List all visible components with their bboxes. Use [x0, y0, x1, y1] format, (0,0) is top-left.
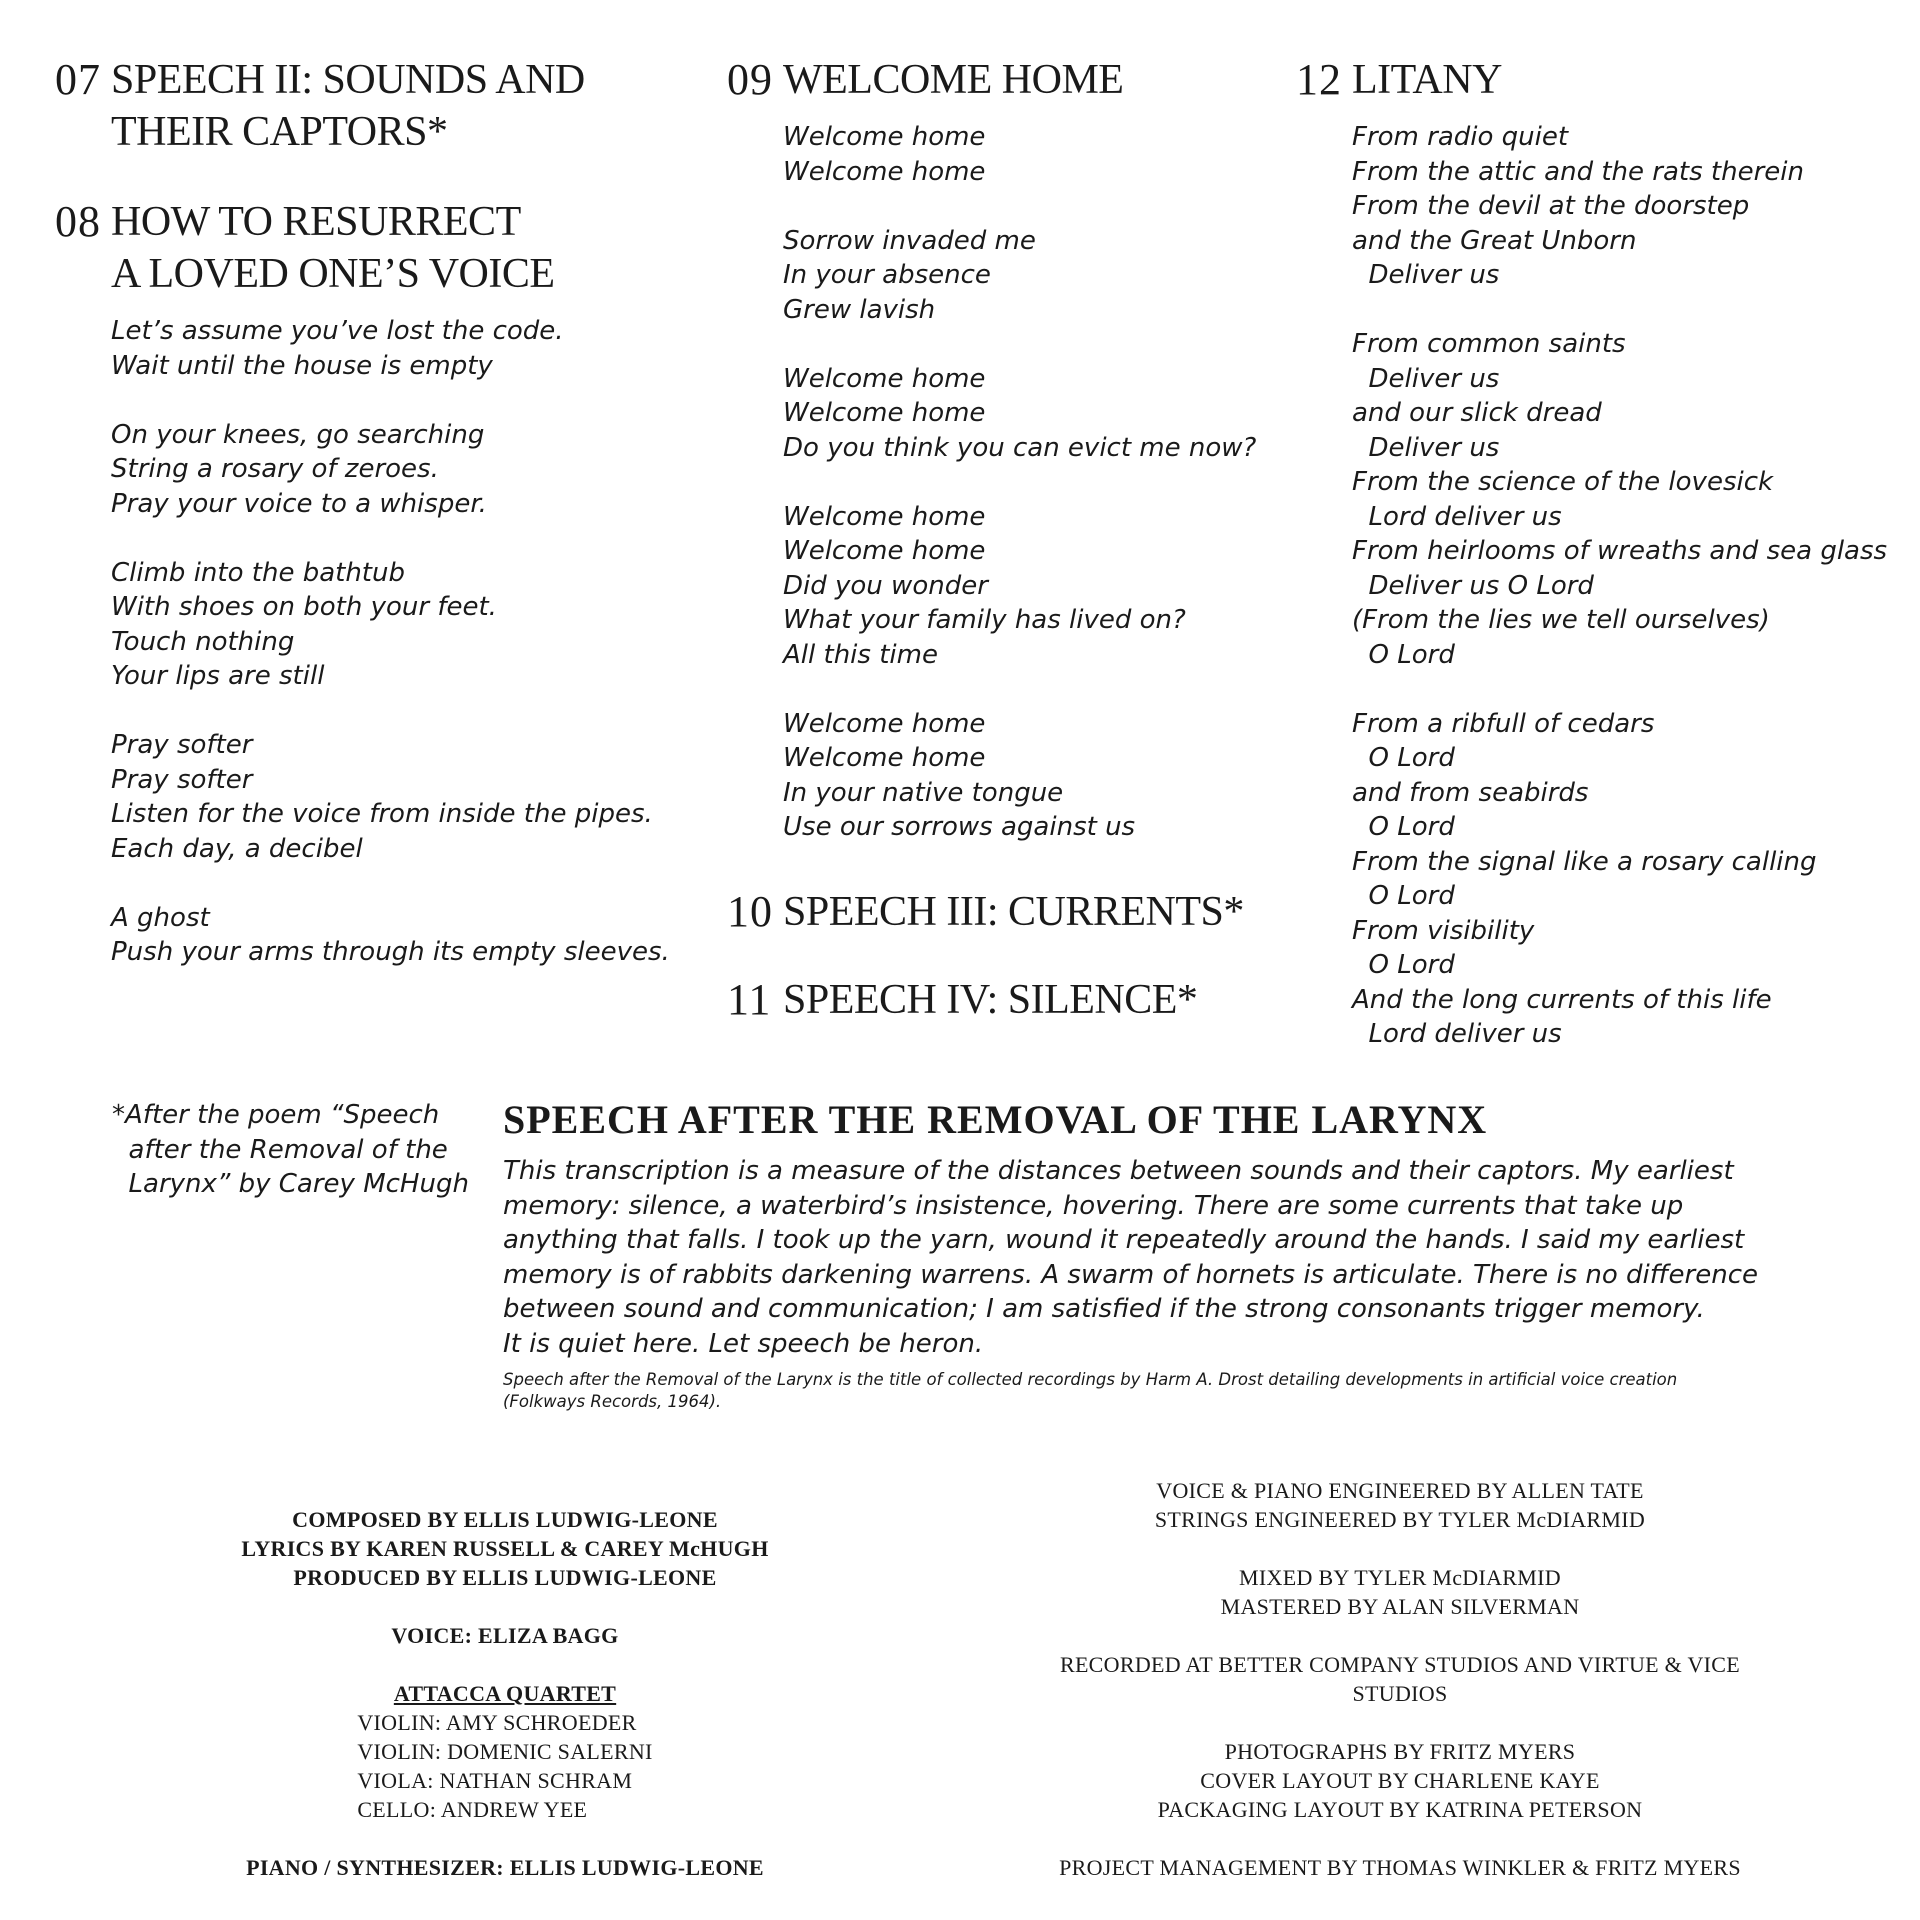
lyrics: [111, 314, 670, 970]
stanza: [111, 314, 670, 383]
stanza: [783, 500, 1256, 673]
credit-produced: PRODUCED BY ELLIS LUDWIG-LEONE: [293, 1565, 717, 1590]
lyric-line: All this time: [783, 639, 938, 670]
lyric-line: Grew lavish: [783, 294, 936, 325]
lyric-line: and the Great Unborn: [1352, 225, 1637, 256]
track-12: [1296, 54, 1887, 1052]
credit-project-management: PROJECT MANAGEMENT BY THOMAS WINKLER & FRITZ MYERS: [1059, 1855, 1741, 1880]
lyric-line: Use our sorrows against us: [783, 812, 1136, 842]
spacer: [225, 1824, 785, 1853]
track-11: [727, 974, 1197, 1026]
credit-cello: CELLO: ANDREW YEE: [357, 1797, 588, 1822]
speech-title: SPEECH AFTER THE REMOVAL OF THE LARYNX: [503, 1097, 1488, 1142]
lyric-line: and from seabirds: [1352, 777, 1589, 808]
lyric-line: Welcome home: [783, 363, 986, 394]
lyric-line: Sorrow invaded me: [783, 225, 1036, 256]
lyric-line: Your lips are still: [111, 661, 325, 691]
lyric-line: Did you wonder: [783, 570, 988, 601]
lyric-line: Deliver us: [1352, 363, 1500, 394]
lyric-line: Welcome home: [783, 122, 986, 152]
lyrics: [783, 120, 1256, 845]
stanza: [1352, 327, 1887, 672]
lyric-line: Lord deliver us: [1352, 1019, 1562, 1049]
speech-body: This transcription is a measure of the distances between sounds and their captors. My earliest memory: silence, a waterbird’s insistence, hovering. There are some currents that take up anything that falls. I took up the yarn, wound it repeatedly around the hands. I said my earliest memory is of rabbits darkening warrens. A swarm of hornets is articulate. There is no difference between sound and communication; I am satisfied if the strong consonants trigger memory. It is quiet here. Let speech be heron.: [503, 1156, 1758, 1359]
lyric-line: O Lord: [1352, 639, 1455, 670]
lyric-line: O Lord: [1352, 950, 1455, 980]
lyric-line: From radio quiet: [1352, 122, 1569, 152]
lyric-line: Pray softer: [111, 764, 253, 795]
credit-voice: VOICE: ELIZA BAGG: [391, 1623, 619, 1648]
track-number: 12: [1296, 55, 1342, 104]
lyric-line: In your native tongue: [783, 777, 1064, 808]
track-09: [727, 54, 1256, 845]
speech-note: Speech after the Removal of the Larynx is the title of collected recordings by Harm A. Drost detailing developments in artificial voice creation (Folkways Records, 1964).: [503, 1370, 1678, 1411]
lyric-line: Let’s assume you’ve lost the code.: [111, 316, 564, 346]
lyric-line: Welcome home: [783, 536, 986, 566]
track-title: SPEECH II: SOUNDS AND THEIR CAPTORS*: [111, 57, 585, 155]
lyric-line: Welcome home: [783, 156, 986, 187]
lyric-line: What your family has lived on?: [783, 605, 1186, 635]
credit-mastered: MASTERED BY ALAN SILVERMAN: [1220, 1594, 1580, 1619]
lyric-line: From common saints: [1352, 329, 1626, 359]
lyric-line: In your absence: [783, 260, 991, 290]
lyric-line: Each day, a decibel: [111, 833, 363, 864]
track-number: 09: [727, 55, 773, 104]
credit-recorded-cont: STUDIOS: [1352, 1681, 1448, 1706]
lyric-line: Do you think you can evict me now?: [783, 432, 1257, 463]
stanza: [783, 362, 1256, 466]
track-10: [727, 886, 1244, 938]
credit-strings: STRINGS ENGINEERED BY TYLER McDIARMID: [1154, 1507, 1646, 1532]
spacer: [225, 1592, 785, 1621]
lyric-line: From visibility: [1352, 915, 1535, 946]
lyric-line: Push your arms through its empty sleeves.: [111, 937, 670, 967]
track-number: 11: [727, 975, 772, 1024]
lyric-line: And the long currents of this life: [1352, 984, 1772, 1015]
track-title: HOW TO RESURRECT A LOVED ONE’S VOICE: [111, 199, 555, 297]
lyric-line: Pray your voice to a whisper.: [111, 488, 487, 519]
credit-recorded: RECORDED AT BETTER COMPANY STUDIOS AND VIRTUE & VICE: [1059, 1652, 1741, 1677]
footnote: *After the poem “Speech after the Removal of the Larynx” by Carey McHugh: [112, 1100, 469, 1199]
lyric-line: With shoes on both your feet.: [111, 592, 497, 622]
credit-quartet: ATTACCA QUARTET: [393, 1681, 617, 1706]
track-title: LITANY: [1352, 57, 1502, 103]
credit-lyrics: LYRICS BY KAREN RUSSELL & CAREY McHUGH: [241, 1536, 769, 1561]
lyric-line: Lord deliver us: [1352, 501, 1562, 532]
credit-composed: COMPOSED BY ELLIS LUDWIG-LEONE: [292, 1507, 718, 1532]
lyric-line: From the attic and the rats therein: [1352, 156, 1804, 187]
track-number: 08: [55, 197, 101, 246]
speech-section: [503, 1096, 1883, 1413]
lyric-line: Listen for the voice from inside the pipes.: [111, 799, 653, 829]
lyric-line: and our slick dread: [1352, 398, 1602, 428]
track-number: 07: [55, 55, 101, 104]
lyric-line: From the devil at the doorstep: [1352, 191, 1750, 221]
credit-mixed: MIXED BY TYLER McDIARMID: [1239, 1565, 1561, 1590]
track-number: 10: [727, 887, 773, 936]
lyric-line: Welcome home: [783, 743, 986, 773]
stanza: [783, 120, 1256, 189]
credit-violin-1: VIOLIN: AMY SCHROEDER: [357, 1710, 637, 1735]
lyric-line: Deliver us: [1352, 432, 1500, 463]
lyric-line: Welcome home: [783, 398, 986, 428]
spacer: [1020, 1824, 1780, 1853]
lyric-line: String a rosary of zeroes.: [111, 454, 439, 484]
lyric-line: Deliver us: [1352, 260, 1500, 290]
lyric-line: From the signal like a rosary calling: [1352, 846, 1817, 877]
credits-left: [225, 1505, 785, 1882]
spacer: [1020, 1708, 1780, 1737]
quartet-members: [357, 1708, 652, 1824]
lyric-line: Climb into the bathtub: [111, 557, 405, 588]
stanza: [111, 901, 670, 970]
lyric-line: O Lord: [1352, 881, 1455, 911]
stanza: [783, 707, 1256, 845]
spacer: [1020, 1621, 1780, 1650]
track-07: [55, 54, 585, 158]
credits-right: [1020, 1476, 1780, 1882]
lyric-line: O Lord: [1352, 743, 1455, 773]
lyric-line: From the science of the lovesick: [1352, 467, 1774, 497]
track-title: SPEECH IV: SILENCE*: [783, 977, 1198, 1023]
credit-cover: COVER LAYOUT BY CHARLENE KAYE: [1200, 1768, 1600, 1793]
lyrics: [1352, 120, 1887, 1052]
lyric-line: Wait until the house is empty: [111, 350, 493, 381]
credit-photos: PHOTOGRAPHS BY FRITZ MYERS: [1224, 1739, 1576, 1764]
track-title: SPEECH III: CURRENTS*: [783, 889, 1244, 935]
lyric-line: Touch nothing: [111, 626, 295, 657]
lyric-line: From heirlooms of wreaths and sea glass: [1352, 536, 1888, 566]
credit-voice-piano: VOICE & PIANO ENGINEERED BY ALLEN TATE: [1156, 1478, 1644, 1503]
spacer: [1020, 1534, 1780, 1563]
credit-packaging: PACKAGING LAYOUT BY KATRINA PETERSON: [1157, 1797, 1643, 1822]
lyric-line: Pray softer: [111, 730, 253, 760]
credit-violin-2: VIOLIN: DOMENIC SALERNI: [357, 1739, 653, 1764]
lyric-line: O Lord: [1352, 812, 1455, 842]
spacer: [225, 1650, 785, 1679]
stanza: [1352, 707, 1887, 1052]
stanza: [111, 418, 670, 522]
track-08: [55, 196, 670, 970]
lyric-line: From a ribfull of cedars: [1352, 708, 1655, 739]
lyric-line: A ghost: [111, 902, 210, 933]
lyric-line: (From the lies we tell ourselves): [1352, 605, 1770, 635]
track-title: WELCOME HOME: [783, 57, 1124, 103]
lyric-line: On your knees, go searching: [111, 419, 485, 450]
credit-piano: PIANO / SYNTHESIZER: ELLIS LUDWIG-LEONE: [246, 1855, 764, 1880]
credit-viola: VIOLA: NATHAN SCHRAM: [357, 1768, 633, 1793]
stanza: [111, 556, 670, 694]
lyric-line: Welcome home: [783, 501, 986, 532]
lyric-line: Deliver us O Lord: [1352, 570, 1594, 601]
lyric-line: Welcome home: [783, 708, 986, 739]
stanza: [783, 224, 1256, 328]
stanza: [111, 728, 670, 866]
stanza: [1352, 120, 1887, 293]
